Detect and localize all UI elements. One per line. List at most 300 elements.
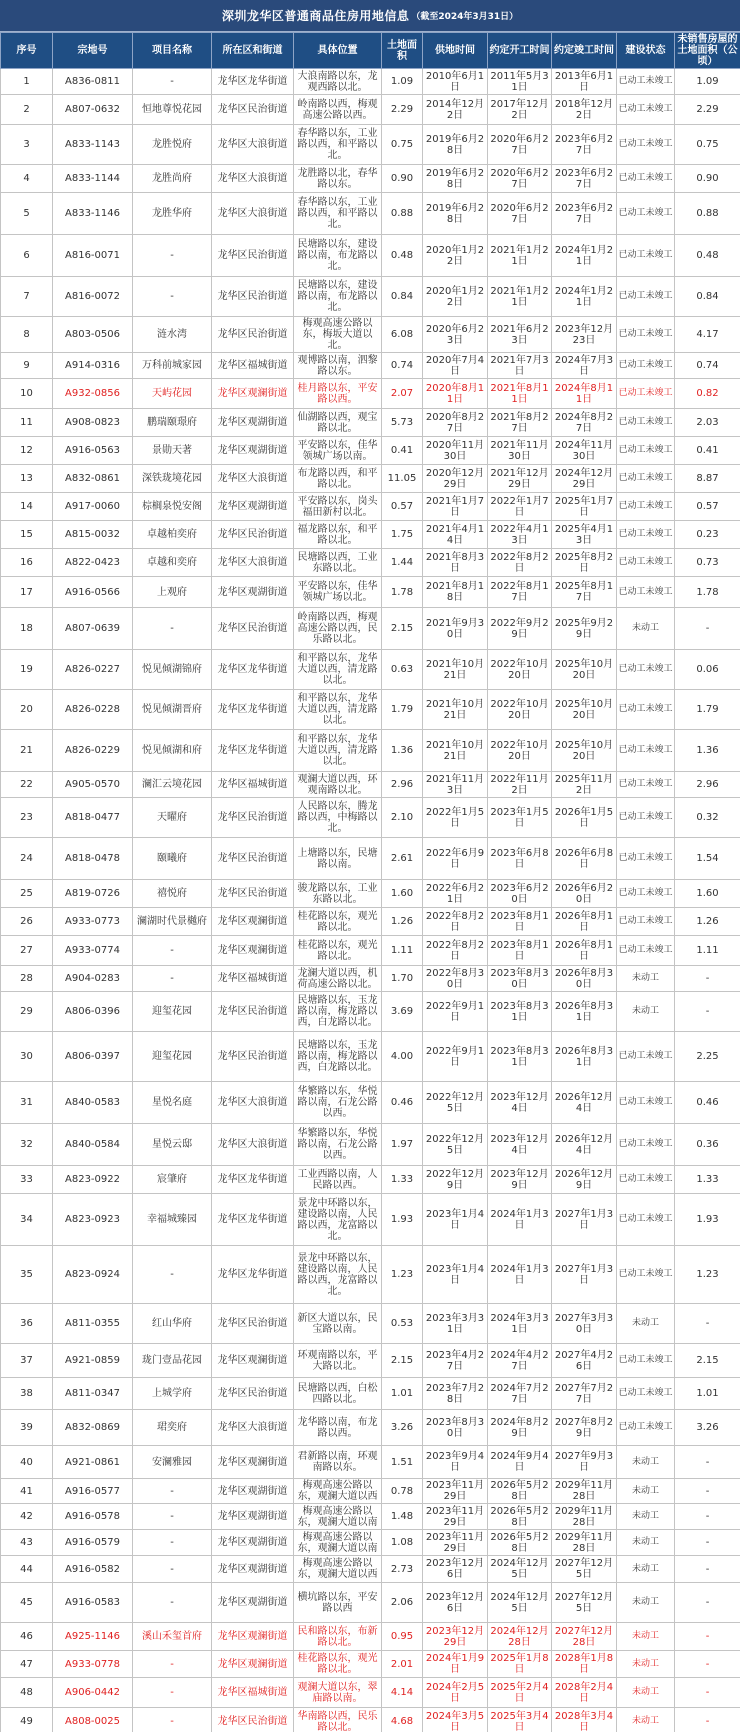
cell-supply-date: 2024年2月5日 xyxy=(423,1678,488,1708)
cell-serial-no: 24 xyxy=(1,838,53,880)
table-row xyxy=(1,608,740,650)
cell-unsold-area: 2.29 xyxy=(675,95,740,125)
cell-completion-date: 2029年11月28日 xyxy=(552,1479,617,1504)
cell-build-status: 未动工 xyxy=(617,966,675,992)
cell-location: 民塘路以东，玉龙路以南，梅龙路以西，白龙路以北。 xyxy=(294,1032,382,1082)
header-land-area: 土地面积 xyxy=(382,33,423,69)
cell-district-street: 龙华区大浪街道 xyxy=(212,1082,294,1124)
cell-start-date: 2023年8月1日 xyxy=(488,936,552,966)
cell-unsold-area: - xyxy=(675,1583,740,1623)
cell-location: 华繁路以东，华悦路以南，石龙公路以西。 xyxy=(294,1124,382,1166)
cell-build-status: 未动工 xyxy=(617,1446,675,1479)
cell-district-street: 龙华区观湖街道 xyxy=(212,1530,294,1556)
cell-supply-date: 2022年12月9日 xyxy=(423,1166,488,1194)
table-row xyxy=(1,353,740,379)
cell-parcel-no: A916-0566 xyxy=(53,577,133,608)
cell-project-name: 悦见倾湖和府 xyxy=(133,730,212,772)
cell-district-street: 龙华区观湖街道 xyxy=(212,577,294,608)
cell-start-date: 2021年8月27日 xyxy=(488,409,552,437)
cell-supply-date: 2020年12月29日 xyxy=(423,465,488,493)
cell-build-status: 已动工未竣工 xyxy=(617,838,675,880)
cell-location: 龙澜大道以西，机荷高速公路以北。 xyxy=(294,966,382,992)
cell-location: 华繁路以东，华悦路以南，石龙公路以西。 xyxy=(294,1082,382,1124)
cell-project-name: 深铁珑境花园 xyxy=(133,465,212,493)
cell-completion-date: 2026年8月1日 xyxy=(552,936,617,966)
cell-unsold-area: 1.11 xyxy=(675,936,740,966)
cell-location: 民塘路以西，白松四路以北。 xyxy=(294,1378,382,1410)
cell-supply-date: 2019年6月28日 xyxy=(423,193,488,235)
table-row xyxy=(1,1556,740,1583)
cell-build-status: 未动工 xyxy=(617,1556,675,1583)
cell-build-status: 已动工未竣工 xyxy=(617,1344,675,1378)
cell-district-street: 龙华区大浪街道 xyxy=(212,165,294,193)
cell-project-name: 景勋天著 xyxy=(133,437,212,465)
cell-project-name: 上城学府 xyxy=(133,1378,212,1410)
cell-district-street: 龙华区大浪街道 xyxy=(212,1124,294,1166)
cell-start-date: 2024年12月5日 xyxy=(488,1583,552,1623)
cell-unsold-area: 1.26 xyxy=(675,908,740,936)
cell-supply-date: 2014年12月2日 xyxy=(423,95,488,125)
cell-supply-date: 2010年6月1日 xyxy=(423,69,488,95)
cell-project-name: 涟水湾 xyxy=(133,317,212,353)
cell-location: 华南路以西，民乐路以北。 xyxy=(294,1708,382,1732)
cell-build-status: 已动工未竣工 xyxy=(617,1082,675,1124)
table-row xyxy=(1,577,740,608)
header-parcel-no: 宗地号 xyxy=(53,33,133,69)
cell-location: 工业西路以南，人民路以西。 xyxy=(294,1166,382,1194)
cell-unsold-area: 2.03 xyxy=(675,409,740,437)
cell-location: 人民路以东，腾龙路以西，中梅路以北。 xyxy=(294,798,382,838)
table-row xyxy=(1,1378,740,1410)
cell-build-status: 已动工未竣工 xyxy=(617,317,675,353)
table-row xyxy=(1,1304,740,1344)
cell-start-date: 2024年9月4日 xyxy=(488,1446,552,1479)
cell-land-area: 1.26 xyxy=(382,908,423,936)
cell-unsold-area: - xyxy=(675,1530,740,1556)
cell-district-street: 龙华区观湖街道 xyxy=(212,493,294,521)
table-row xyxy=(1,235,740,277)
cell-completion-date: 2027年7月27日 xyxy=(552,1378,617,1410)
cell-completion-date: 2028年1月8日 xyxy=(552,1651,617,1678)
cell-start-date: 2020年6月27日 xyxy=(488,125,552,165)
cell-unsold-area: 0.90 xyxy=(675,165,740,193)
cell-start-date: 2026年5月28日 xyxy=(488,1479,552,1504)
cell-location: 和平路以东，龙华大道以西，清龙路以北。 xyxy=(294,650,382,690)
cell-land-area: 0.57 xyxy=(382,493,423,521)
cell-start-date: 2021年8月11日 xyxy=(488,379,552,409)
cell-parcel-no: A806-0396 xyxy=(53,992,133,1032)
cell-supply-date: 2021年9月30日 xyxy=(423,608,488,650)
header-serial-no: 序号 xyxy=(1,33,53,69)
cell-build-status: 已动工未竣工 xyxy=(617,1166,675,1194)
cell-parcel-no: A925-1146 xyxy=(53,1623,133,1651)
cell-district-street: 龙华区观澜街道 xyxy=(212,379,294,409)
cell-district-street: 龙华区民治街道 xyxy=(212,798,294,838)
cell-build-status: 未动工 xyxy=(617,1583,675,1623)
cell-parcel-no: A921-0859 xyxy=(53,1344,133,1378)
cell-land-area: 11.05 xyxy=(382,465,423,493)
cell-build-status: 已动工未竣工 xyxy=(617,521,675,549)
cell-unsold-area: 8.87 xyxy=(675,465,740,493)
cell-unsold-area: - xyxy=(675,1651,740,1678)
cell-build-status: 已动工未竣工 xyxy=(617,1378,675,1410)
cell-land-area: 3.69 xyxy=(382,992,423,1032)
table-row xyxy=(1,69,740,95)
cell-serial-no: 13 xyxy=(1,465,53,493)
cell-serial-no: 40 xyxy=(1,1446,53,1479)
cell-parcel-no: A904-0283 xyxy=(53,966,133,992)
cell-build-status: 未动工 xyxy=(617,992,675,1032)
cell-supply-date: 2020年11月30日 xyxy=(423,437,488,465)
cell-district-street: 龙华区大浪街道 xyxy=(212,465,294,493)
cell-project-name: 星悦名庭 xyxy=(133,1082,212,1124)
cell-start-date: 2023年6月8日 xyxy=(488,838,552,880)
cell-project-name: 幸福城臻园 xyxy=(133,1194,212,1246)
cell-start-date: 2022年10月20日 xyxy=(488,650,552,690)
cell-land-area: 6.08 xyxy=(382,317,423,353)
cell-completion-date: 2024年7月3日 xyxy=(552,353,617,379)
cell-serial-no: 16 xyxy=(1,549,53,577)
cell-completion-date: 2028年3月4日 xyxy=(552,1708,617,1732)
cell-completion-date: 2028年2月4日 xyxy=(552,1678,617,1708)
cell-start-date: 2025年1月8日 xyxy=(488,1651,552,1678)
cell-serial-no: 25 xyxy=(1,880,53,908)
cell-build-status: 未动工 xyxy=(617,1479,675,1504)
cell-parcel-no: A819-0726 xyxy=(53,880,133,908)
cell-district-street: 龙华区福城街道 xyxy=(212,772,294,798)
cell-supply-date: 2022年6月21日 xyxy=(423,880,488,908)
cell-completion-date: 2025年4月13日 xyxy=(552,521,617,549)
cell-location: 骏龙路以东，工业东路以北。 xyxy=(294,880,382,908)
cell-project-name: - xyxy=(133,1246,212,1304)
cell-serial-no: 27 xyxy=(1,936,53,966)
cell-supply-date: 2024年1月9日 xyxy=(423,1651,488,1678)
cell-completion-date: 2027年3月30日 xyxy=(552,1304,617,1344)
cell-build-status: 已动工未竣工 xyxy=(617,465,675,493)
cell-unsold-area: - xyxy=(675,608,740,650)
cell-completion-date: 2024年8月27日 xyxy=(552,409,617,437)
cell-supply-date: 2022年8月2日 xyxy=(423,936,488,966)
cell-build-status: 未动工 xyxy=(617,1304,675,1344)
cell-district-street: 龙华区大浪街道 xyxy=(212,125,294,165)
cell-supply-date: 2021年4月14日 xyxy=(423,521,488,549)
cell-completion-date: 2025年1月7日 xyxy=(552,493,617,521)
table-row xyxy=(1,1530,740,1556)
cell-parcel-no: A933-0773 xyxy=(53,908,133,936)
cell-parcel-no: A822-0423 xyxy=(53,549,133,577)
cell-supply-date: 2022年1月5日 xyxy=(423,798,488,838)
cell-start-date: 2021年1月21日 xyxy=(488,277,552,317)
cell-location: 布龙路以西，和平路以北。 xyxy=(294,465,382,493)
table-row xyxy=(1,966,740,992)
cell-district-street: 龙华区民治街道 xyxy=(212,1304,294,1344)
cell-supply-date: 2020年1月22日 xyxy=(423,235,488,277)
cell-district-street: 龙华区龙华街道 xyxy=(212,1246,294,1304)
cell-supply-date: 2021年8月18日 xyxy=(423,577,488,608)
cell-parcel-no: A933-0774 xyxy=(53,936,133,966)
cell-build-status: 已动工未竣工 xyxy=(617,1246,675,1304)
cell-serial-no: 28 xyxy=(1,966,53,992)
cell-supply-date: 2023年8月30日 xyxy=(423,1410,488,1446)
cell-location: 桂花路以东，观光路以北。 xyxy=(294,908,382,936)
cell-project-name: - xyxy=(133,936,212,966)
cell-project-name: - xyxy=(133,1530,212,1556)
cell-land-area: 5.73 xyxy=(382,409,423,437)
cell-build-status: 已动工未竣工 xyxy=(617,235,675,277)
header-unsold-area: 未销售房屋的土地面积（公顷） xyxy=(675,33,740,69)
cell-completion-date: 2026年8月31日 xyxy=(552,1032,617,1082)
cell-district-street: 龙华区龙华街道 xyxy=(212,730,294,772)
cell-supply-date: 2022年9月1日 xyxy=(423,992,488,1032)
cell-land-area: 2.29 xyxy=(382,95,423,125)
cell-project-name: - xyxy=(133,1583,212,1623)
cell-district-street: 龙华区观湖街道 xyxy=(212,437,294,465)
cell-unsold-area: 0.75 xyxy=(675,125,740,165)
cell-supply-date: 2021年8月3日 xyxy=(423,549,488,577)
cell-start-date: 2022年8月17日 xyxy=(488,577,552,608)
cell-supply-date: 2020年7月4日 xyxy=(423,353,488,379)
cell-location: 上塘路以东，民塘路以南。 xyxy=(294,838,382,880)
cell-build-status: 已动工未竣工 xyxy=(617,1124,675,1166)
cell-land-area: 1.11 xyxy=(382,936,423,966)
cell-serial-no: 23 xyxy=(1,798,53,838)
cell-serial-no: 18 xyxy=(1,608,53,650)
cell-land-area: 1.70 xyxy=(382,966,423,992)
cell-build-status: 已动工未竣工 xyxy=(617,1194,675,1246)
cell-unsold-area: 0.48 xyxy=(675,235,740,277)
cell-build-status: 已动工未竣工 xyxy=(617,1410,675,1446)
table-row xyxy=(1,838,740,880)
header-build-status: 建设状态 xyxy=(617,33,675,69)
cell-completion-date: 2024年1月21日 xyxy=(552,235,617,277)
cell-project-name: - xyxy=(133,1479,212,1504)
cell-land-area: 4.68 xyxy=(382,1708,423,1732)
cell-parcel-no: A823-0922 xyxy=(53,1166,133,1194)
table-row xyxy=(1,1504,740,1530)
cell-supply-date: 2021年10月21日 xyxy=(423,730,488,772)
cell-district-street: 龙华区大浪街道 xyxy=(212,193,294,235)
cell-completion-date: 2018年12月2日 xyxy=(552,95,617,125)
table-row xyxy=(1,125,740,165)
cell-district-street: 龙华区观湖街道 xyxy=(212,1556,294,1583)
cell-location: 大浪南路以东，龙观西路以北。 xyxy=(294,69,382,95)
cell-unsold-area: 0.73 xyxy=(675,549,740,577)
cell-completion-date: 2026年6月8日 xyxy=(552,838,617,880)
cell-completion-date: 2026年8月31日 xyxy=(552,992,617,1032)
cell-completion-date: 2024年11月30日 xyxy=(552,437,617,465)
cell-location: 梅观高速公路以东，梅坂大道以北。 xyxy=(294,317,382,353)
cell-location: 岭南路以西，梅观高速公路以西。 xyxy=(294,95,382,125)
cell-location: 平安路以东，佳华领城广场以南。 xyxy=(294,437,382,465)
table-row xyxy=(1,1446,740,1479)
cell-parcel-no: A833-1144 xyxy=(53,165,133,193)
cell-supply-date: 2023年11月29日 xyxy=(423,1479,488,1504)
cell-unsold-area: 1.09 xyxy=(675,69,740,95)
table-row xyxy=(1,1708,740,1732)
page-subtitle: （截至2024年3月31日） xyxy=(411,12,519,22)
cell-unsold-area: 2.96 xyxy=(675,772,740,798)
cell-district-street: 龙华区观澜街道 xyxy=(212,1344,294,1378)
cell-location: 梅观高速公路以东，观澜大道以西 xyxy=(294,1556,382,1583)
cell-build-status: 已动工未竣工 xyxy=(617,125,675,165)
cell-project-name: - xyxy=(133,966,212,992)
cell-serial-no: 41 xyxy=(1,1479,53,1504)
header-location: 具体位置 xyxy=(294,33,382,69)
cell-completion-date: 2027年9月3日 xyxy=(552,1446,617,1479)
cell-serial-no: 35 xyxy=(1,1246,53,1304)
cell-serial-no: 33 xyxy=(1,1166,53,1194)
cell-land-area: 0.90 xyxy=(382,165,423,193)
cell-location: 君新路以南，环观南路以东。 xyxy=(294,1446,382,1479)
cell-parcel-no: A840-0583 xyxy=(53,1082,133,1124)
cell-land-area: 2.06 xyxy=(382,1583,423,1623)
cell-location: 平安路以东，佳华领城广场以北。 xyxy=(294,577,382,608)
cell-serial-no: 30 xyxy=(1,1032,53,1082)
cell-build-status: 未动工 xyxy=(617,1678,675,1708)
cell-parcel-no: A832-0869 xyxy=(53,1410,133,1446)
cell-supply-date: 2022年12月5日 xyxy=(423,1124,488,1166)
cell-land-area: 0.48 xyxy=(382,235,423,277)
cell-build-status: 未动工 xyxy=(617,608,675,650)
cell-land-area: 0.46 xyxy=(382,1082,423,1124)
cell-location: 桂花路以东，观光路以北。 xyxy=(294,1651,382,1678)
table-row xyxy=(1,1678,740,1708)
cell-supply-date: 2019年6月28日 xyxy=(423,125,488,165)
cell-supply-date: 2020年1月22日 xyxy=(423,277,488,317)
table-row xyxy=(1,772,740,798)
cell-location: 桂月路以东，平安路以西。 xyxy=(294,379,382,409)
cell-land-area: 0.75 xyxy=(382,125,423,165)
cell-parcel-no: A833-1146 xyxy=(53,193,133,235)
cell-build-status: 已动工未竣工 xyxy=(617,577,675,608)
cell-start-date: 2023年8月1日 xyxy=(488,908,552,936)
cell-serial-no: 37 xyxy=(1,1344,53,1378)
table-row xyxy=(1,493,740,521)
cell-build-status: 已动工未竣工 xyxy=(617,193,675,235)
table-row xyxy=(1,1344,740,1378)
cell-build-status: 已动工未竣工 xyxy=(617,880,675,908)
table-row xyxy=(1,1032,740,1082)
cell-project-name: 红山华府 xyxy=(133,1304,212,1344)
cell-project-name: 天曜府 xyxy=(133,798,212,838)
cell-district-street: 龙华区大浪街道 xyxy=(212,1410,294,1446)
cell-unsold-area: 0.88 xyxy=(675,193,740,235)
cell-build-status: 已动工未竣工 xyxy=(617,549,675,577)
cell-project-name: - xyxy=(133,608,212,650)
cell-completion-date: 2025年10月20日 xyxy=(552,650,617,690)
cell-district-street: 龙华区民治街道 xyxy=(212,880,294,908)
table-row xyxy=(1,379,740,409)
cell-unsold-area: 0.23 xyxy=(675,521,740,549)
cell-district-street: 龙华区观湖街道 xyxy=(212,1504,294,1530)
cell-parcel-no: A916-0563 xyxy=(53,437,133,465)
cell-start-date: 2026年5月28日 xyxy=(488,1530,552,1556)
cell-parcel-no: A908-0823 xyxy=(53,409,133,437)
cell-location: 民和路以东，布新路以北。 xyxy=(294,1623,382,1651)
cell-project-name: 安澜雅园 xyxy=(133,1446,212,1479)
cell-supply-date: 2021年1月7日 xyxy=(423,493,488,521)
cell-location: 新区大道以东，民宝路以南。 xyxy=(294,1304,382,1344)
cell-completion-date: 2023年12月23日 xyxy=(552,317,617,353)
table-row xyxy=(1,1082,740,1124)
cell-unsold-area: 4.17 xyxy=(675,317,740,353)
cell-location: 民塘路以东，建设路以南，布龙路以北。 xyxy=(294,277,382,317)
cell-project-name: - xyxy=(133,1708,212,1732)
cell-location: 观澜大道以西，环观南路以北。 xyxy=(294,772,382,798)
cell-supply-date: 2021年10月21日 xyxy=(423,690,488,730)
cell-start-date: 2022年10月20日 xyxy=(488,690,552,730)
cell-parcel-no: A916-0583 xyxy=(53,1583,133,1623)
cell-land-area: 1.08 xyxy=(382,1530,423,1556)
cell-unsold-area: - xyxy=(675,1678,740,1708)
header-supply-date: 供地时间 xyxy=(423,33,488,69)
cell-district-street: 龙华区观澜街道 xyxy=(212,1623,294,1651)
cell-location: 平安路以东，岗头福田新村以北。 xyxy=(294,493,382,521)
cell-land-area: 2.73 xyxy=(382,1556,423,1583)
table-row xyxy=(1,936,740,966)
cell-build-status: 未动工 xyxy=(617,1530,675,1556)
cell-district-street: 龙华区龙华街道 xyxy=(212,690,294,730)
cell-parcel-no: A906-0442 xyxy=(53,1678,133,1708)
cell-location: 民塘路以东，玉龙路以南，梅龙路以西，白龙路以北。 xyxy=(294,992,382,1032)
cell-completion-date: 2024年1月21日 xyxy=(552,277,617,317)
cell-parcel-no: A826-0227 xyxy=(53,650,133,690)
cell-supply-date: 2022年9月1日 xyxy=(423,1032,488,1082)
cell-serial-no: 11 xyxy=(1,409,53,437)
cell-completion-date: 2027年1月3日 xyxy=(552,1246,617,1304)
cell-unsold-area: 1.36 xyxy=(675,730,740,772)
cell-land-area: 1.79 xyxy=(382,690,423,730)
table-row xyxy=(1,317,740,353)
cell-completion-date: 2024年8月11日 xyxy=(552,379,617,409)
cell-unsold-area: - xyxy=(675,966,740,992)
cell-land-area: 4.00 xyxy=(382,1032,423,1082)
cell-start-date: 2021年6月23日 xyxy=(488,317,552,353)
cell-build-status: 已动工未竣工 xyxy=(617,772,675,798)
cell-start-date: 2025年2月4日 xyxy=(488,1678,552,1708)
cell-start-date: 2026年5月28日 xyxy=(488,1504,552,1530)
cell-unsold-area: 1.93 xyxy=(675,1194,740,1246)
cell-unsold-area: 0.32 xyxy=(675,798,740,838)
cell-serial-no: 9 xyxy=(1,353,53,379)
cell-completion-date: 2023年6月27日 xyxy=(552,193,617,235)
cell-district-street: 龙华区龙华街道 xyxy=(212,1194,294,1246)
title-bar xyxy=(0,0,740,32)
table-row xyxy=(1,409,740,437)
table-row xyxy=(1,798,740,838)
table-row xyxy=(1,1246,740,1304)
cell-start-date: 2024年7月27日 xyxy=(488,1378,552,1410)
cell-serial-no: 19 xyxy=(1,650,53,690)
cell-unsold-area: 0.82 xyxy=(675,379,740,409)
cell-build-status: 未动工 xyxy=(617,1708,675,1732)
cell-completion-date: 2026年1月5日 xyxy=(552,798,617,838)
cell-unsold-area: 0.06 xyxy=(675,650,740,690)
cell-project-name: - xyxy=(133,277,212,317)
cell-start-date: 2022年4月13日 xyxy=(488,521,552,549)
cell-land-area: 1.09 xyxy=(382,69,423,95)
cell-district-street: 龙华区福城街道 xyxy=(212,353,294,379)
cell-location: 春华路以东，工业路以西，和平路以北。 xyxy=(294,193,382,235)
cell-location: 景龙中环路以东，建设路以南，人民路以西，龙富路以北。 xyxy=(294,1246,382,1304)
land-info-table xyxy=(0,32,740,1732)
cell-location: 环观南路以东，平大路以北。 xyxy=(294,1344,382,1378)
cell-completion-date: 2026年6月20日 xyxy=(552,880,617,908)
cell-start-date: 2021年1月21日 xyxy=(488,235,552,277)
cell-serial-no: 26 xyxy=(1,908,53,936)
cell-district-street: 龙华区民治街道 xyxy=(212,277,294,317)
cell-land-area: 0.84 xyxy=(382,277,423,317)
